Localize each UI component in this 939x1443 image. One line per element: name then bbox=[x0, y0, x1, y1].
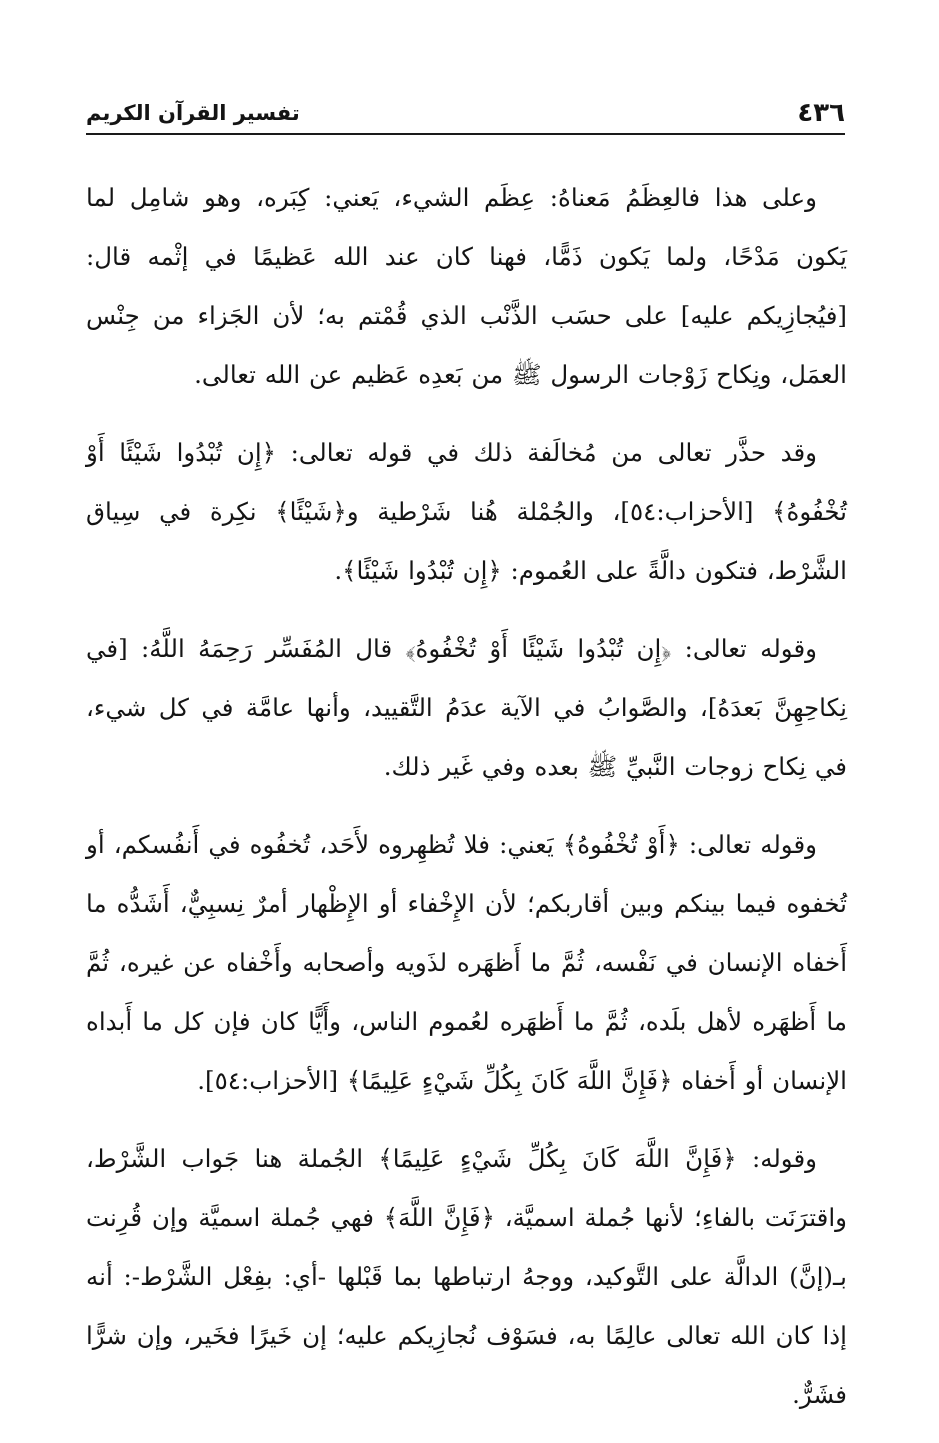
header-divider bbox=[86, 133, 845, 135]
paragraph-5: وقوله: ﴿فَإِنَّ اللَّهَ كَانَ بِكُلِّ شَيْءٍ عَلِيمًا﴾ الجُملة هنا جَواب الشَّرْط، واقترَنَت بالفاءِ؛ لأنها جُملة اسميَّة، ﴿فَإِنَّ اللَّهَ﴾ فهي جُملة اسميَّة وإن قُرِنت بـ(إنَّ) الدالَّة على التَّوكيد، ووجهُ ارتباطها بما قَبْلها -أي: بفِعْل الشَّرْط-: أنه إذا كان الله تعالى عالِمًا به، فسَوْف نُجازِيكم عليه؛ إن خَيرًا فخَير، وإن شرًّا فشَرٌّ. bbox=[86, 1144, 847, 1409]
book-title: تفسير القرآن الكريم bbox=[86, 101, 300, 125]
paragraph-4: وقوله تعالى: ﴿أَوْ تُخْفُوهُ﴾ يَعني: فلا تُظهِروه لأَحَد، تُخفُوه في أَنفُسكم، أو تُخفوه فيما بينكم وبين أقاربكم؛ لأن الإِخْفاء أو الإِظْهار أمرٌ نِسبِيٌّ، أَشَدُّه ما أَخفاه الإنسان في نَفْسه، ثُمَّ ما أَظهَره لذَويه وأصحابه وأَخْفاه عن غيره، ثُمَّ ما أَظهَره لأهل بلَده، ثُمَّ ما أَظهَره لعُموم الناس، وأَيًّا كان فإن كل ما أَبداه الإنسان أو أَخفاه ﴿فَإِنَّ اللَّهَ كَانَ بِكُلِّ شَيْءٍ عَلِيمًا﴾ [الأحزاب:٥٤]. bbox=[86, 830, 847, 1095]
paragraph-1: وعلى هذا فالعِظَمُ مَعناهُ: عِظَم الشيء، يَعني: كِبَره، وهو شامِل لما يَكون مَدْحًا، ولما يَكون ذَمًّا، فهنا كان عند الله عَظيمًا في إثْمه قال: [فيُجازِيكم عليه] على حسَب الذَّنْب الذي قُمْتم به؛ لأن الجَزاء من جِنْس العمَل، ونِكاح زَوْجات الرسول ﷺ من بَعدِه عَظيم عن الله تعالى. bbox=[86, 183, 847, 389]
page-body bbox=[86, 168, 847, 1443]
paragraph-2: وقد حذَّر تعالى من مُخالَفة ذلك في قوله تعالى: ﴿إِن تُبْدُوا شَيْئًا أَوْ تُخْفُوهُ﴾ [الأحزاب:٥٤]، والجُمْلة هُنا شَرْطية و﴿شَيْئًا﴾ نكِرة في سِياق الشَّرْط، فتكون دالَّةً على العُموم: ﴿إِن تُبْدُوا شَيْئًا﴾. bbox=[86, 438, 847, 585]
page-number: ٤٣٦ bbox=[797, 98, 845, 128]
running-header bbox=[86, 92, 845, 132]
paragraph-3: وقوله تعالى: ﴿إِن تُبْدُوا شَيْئًا أَوْ تُخْفُوهُ﴾ قال المُفَسِّر رَحِمَهُ اللَّهُ: [في نِكاحِهِنَّ بَعدَهُ]، والصَّوابُ في الآية عدَمُ التَّقييد، وأنها عامَّة في كل شيء، في نِكاح زوجات النَّبيِّ ﷺ بعده وفي غَير ذلك. bbox=[86, 634, 847, 781]
